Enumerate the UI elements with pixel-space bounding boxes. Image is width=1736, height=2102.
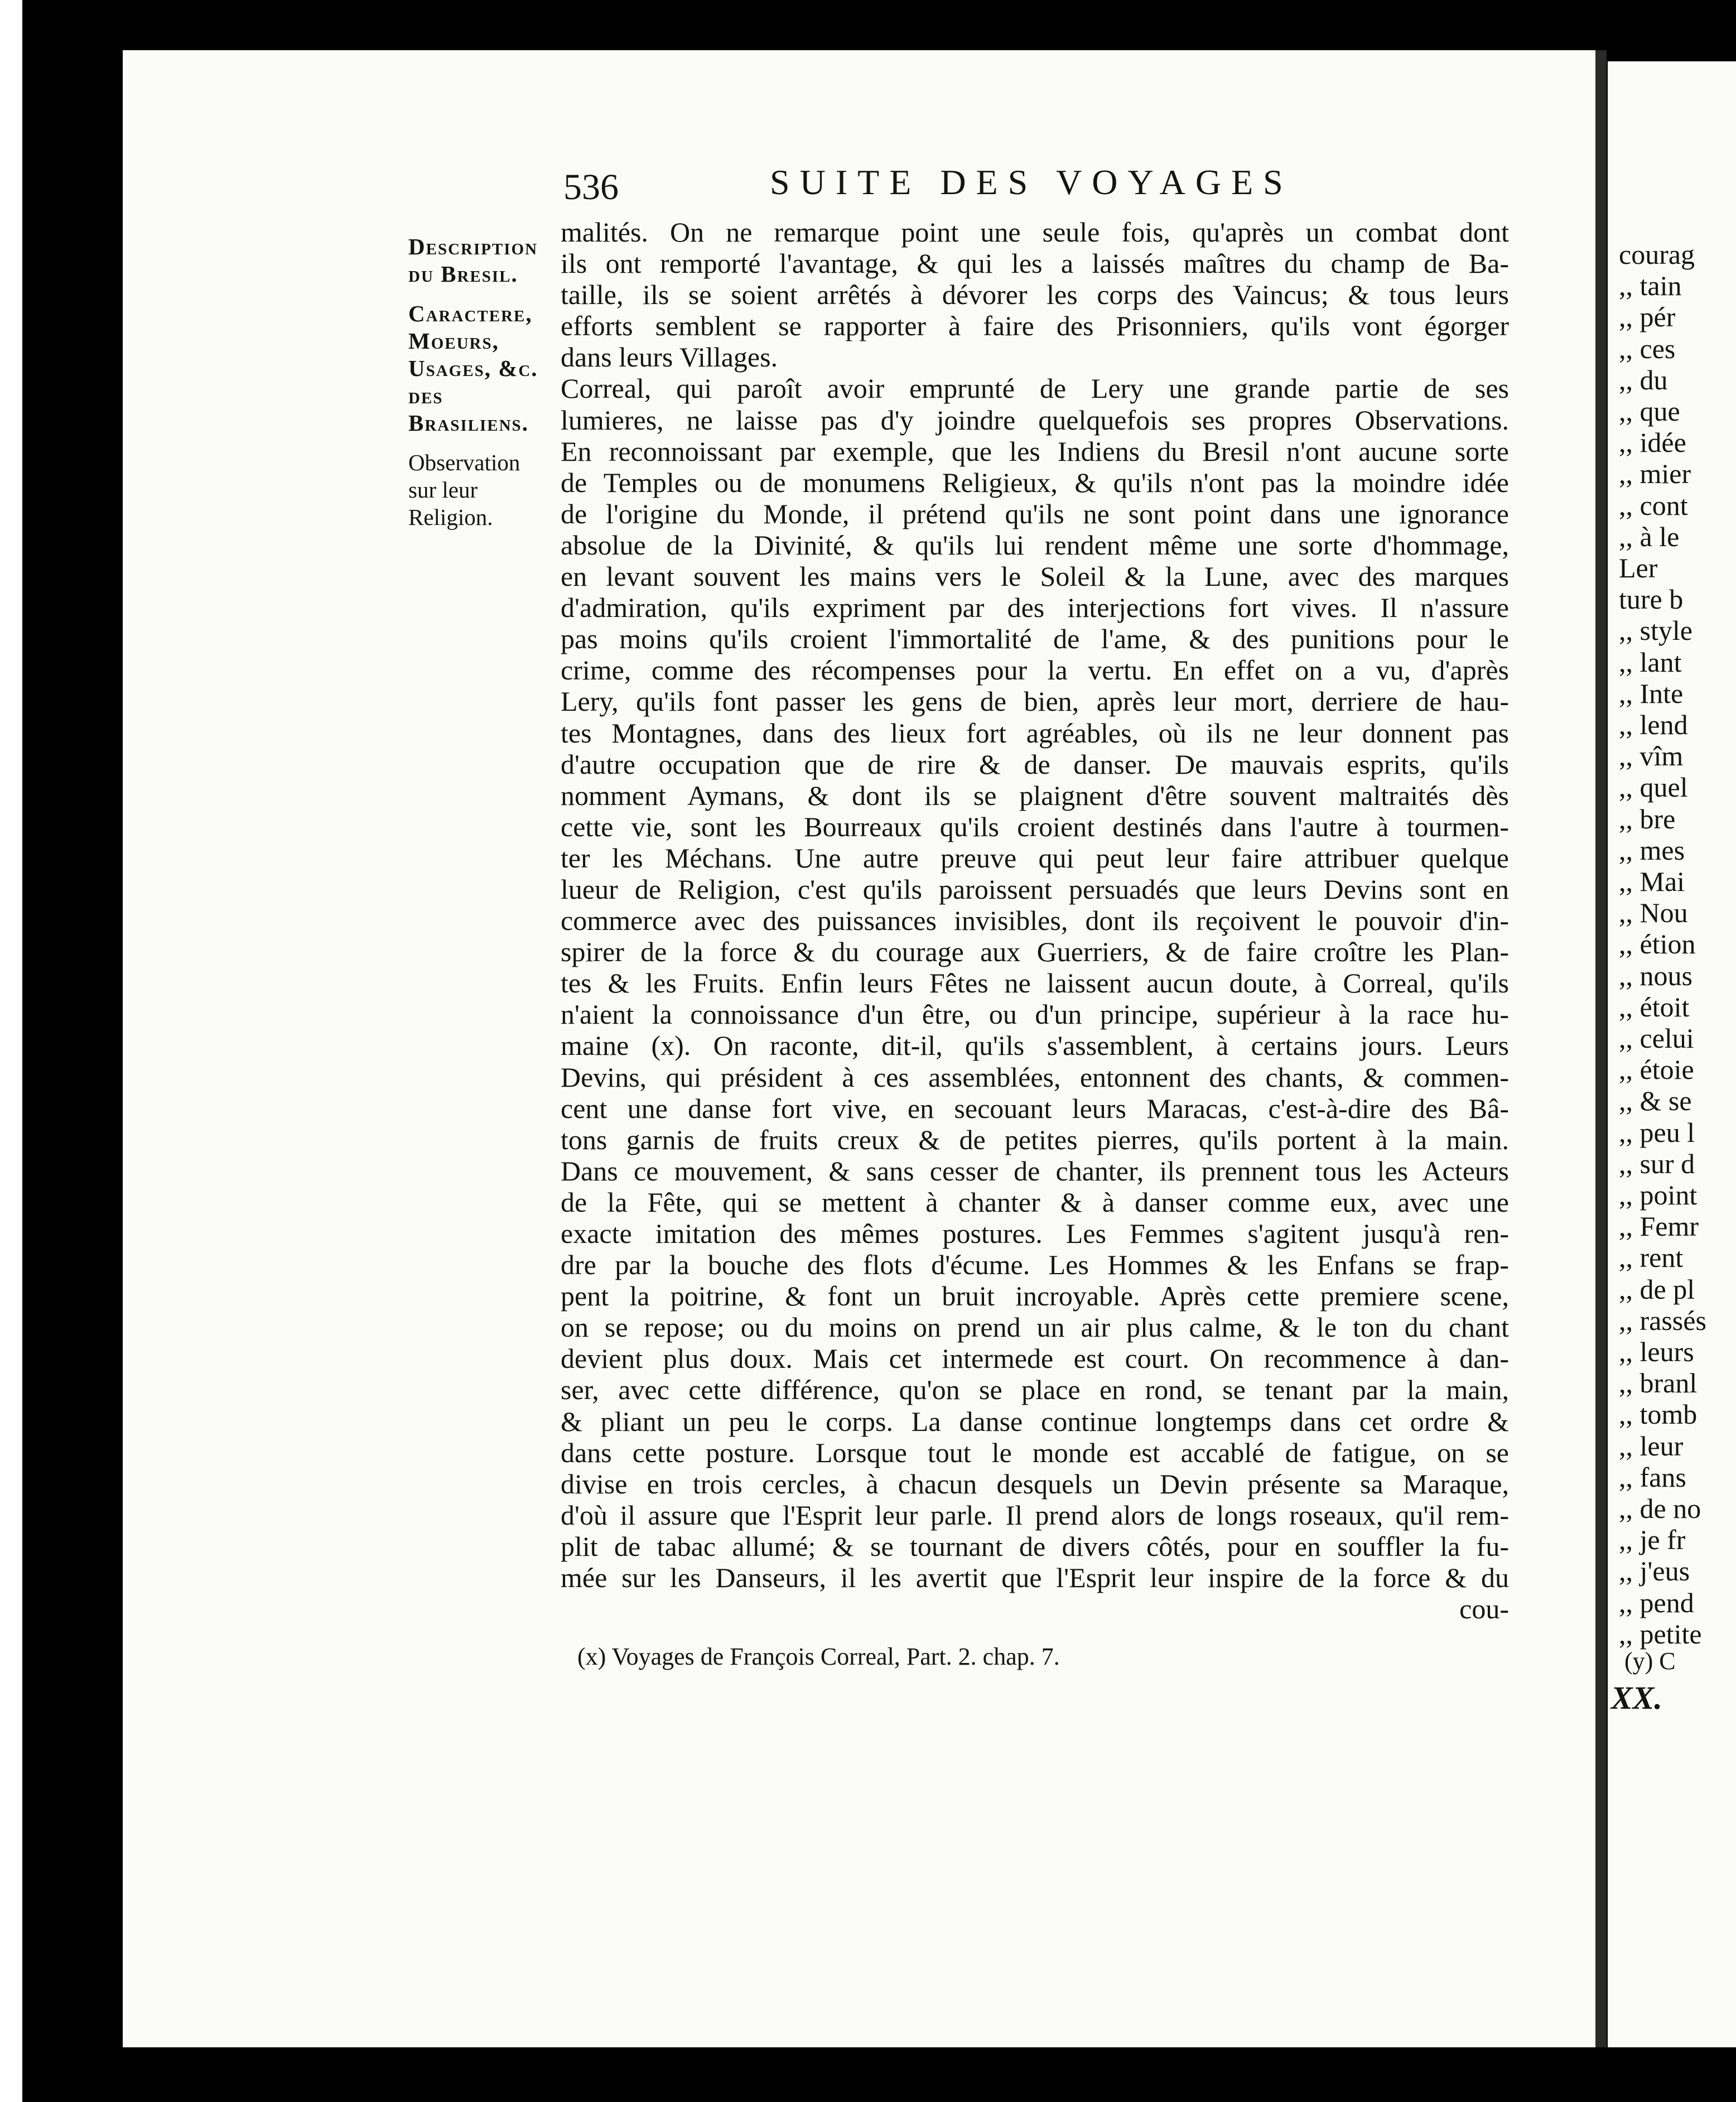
- margin-notes: [408, 233, 552, 543]
- next-page-line: ,, point: [1619, 1179, 1698, 1211]
- margin-note: Caractere, Moeurs, Usages, &c. des Brasiliens.: [408, 301, 538, 436]
- next-page-line: ,, que: [1619, 396, 1680, 427]
- next-page-line: ,, rent: [1619, 1242, 1684, 1274]
- next-page-line: ture b: [1619, 584, 1684, 615]
- text-line: En reconnoissant par exemple, que les Indiens du Bresil n'ont aucune sorte: [561, 435, 1509, 467]
- next-page-line: ,, mes: [1619, 834, 1685, 866]
- text-line: ter les Méchans. Une autre preuve qui peut leur faire attribuer quelque: [561, 842, 1509, 874]
- text-line: cou-: [1459, 1593, 1509, 1625]
- text-line: lumieres, ne laisse pas d'y joindre quelquefois ses propres Observations.: [561, 404, 1509, 436]
- next-page-line: ,, de no: [1619, 1493, 1701, 1524]
- scan-edge: [0, 0, 22, 2102]
- next-page-line: ,, quel: [1619, 772, 1688, 803]
- next-page-line: ,, sur d: [1619, 1148, 1695, 1179]
- text-line: cette vie, sont les Bourreaux qu'ils croient destinés dans l'autre à tourmen-: [561, 811, 1509, 842]
- next-page-line: ,, étoie: [1619, 1054, 1694, 1086]
- next-page-line: ,, fans: [1619, 1461, 1686, 1493]
- next-page-line: ,, lend: [1619, 709, 1688, 740]
- gutter-shadow: [1595, 50, 1607, 2047]
- text-line: taille, ils se soient arrêtés à dévorer les corps des Vaincus; & tous leurs: [561, 279, 1509, 311]
- text-line: d'autre occupation que de rire & de danser. De mauvais esprits, qu'ils: [561, 748, 1509, 780]
- next-page-line: Ler: [1619, 552, 1658, 584]
- next-page-line: ,, j'eus: [1619, 1555, 1690, 1587]
- text-line: en levant souvent les mains vers le Soleil & la Lune, avec des marques: [561, 561, 1509, 592]
- next-page-line: ,, tain: [1619, 270, 1682, 302]
- text-line: mée sur les Danseurs, il les avertit que l'Esprit leur inspire de la force & du: [561, 1562, 1509, 1594]
- text-line: Dans ce mouvement, & sans cesser de chanter, ils prennent tous les Acteurs: [561, 1155, 1509, 1187]
- footnote: (x) Voyages de François Correal, Part. 2. chap. 7.: [577, 1643, 1060, 1670]
- next-page-line: ,, mier: [1619, 458, 1691, 490]
- page-number: 536: [563, 167, 619, 208]
- text-line: tes & les Fruits. Enfin leurs Fêtes ne laissent aucun doute, à Correal, qu'ils: [561, 967, 1509, 999]
- next-page-line: courag: [1619, 239, 1695, 270]
- text-line: de Temples ou de monumens Religieux, & qu'ils n'ont pas la moindre idée: [561, 466, 1509, 498]
- next-page-line: ,, pend: [1619, 1587, 1694, 1618]
- next-page-line: ,, je fr: [1619, 1524, 1686, 1556]
- next-page-line: ,, petite: [1619, 1618, 1702, 1650]
- next-page-line: ,, rassés: [1619, 1304, 1706, 1336]
- text-line: de la Fête, qui se mettent à chanter & à danser comme eux, avec une: [561, 1186, 1509, 1218]
- next-page-line: ,, ces: [1619, 332, 1676, 364]
- text-line: on se repose; ou du moins on prend un air plus calme, & le ton du chant: [561, 1312, 1509, 1343]
- next-page-footnote: (y) C: [1624, 1647, 1676, 1675]
- text-line: commerce avec des puissances invisibles, dont ils reçoivent le pouvoir d'in-: [561, 905, 1509, 937]
- next-page-line: ,, Nou: [1619, 897, 1688, 929]
- running-head: [441, 156, 1523, 206]
- text-line: dre par la bouche des flots d'écume. Les Hommes & les Enfans se frap-: [561, 1249, 1509, 1281]
- next-page-line: ,, pér: [1619, 301, 1676, 333]
- text-line: de l'origine du Monde, il prétend qu'ils ne sont point dans une ignorance: [561, 498, 1509, 529]
- body-text: [561, 216, 1509, 1624]
- text-line: pent la poitrine, & font un bruit incroyable. Après cette premiere scene,: [561, 1280, 1509, 1312]
- next-page-signature: XX.: [1611, 1680, 1662, 1716]
- next-page-line: ,, étion: [1619, 928, 1696, 960]
- text-line: dans cette posture. Lorsque tout le monde est accablé de fatigue, on se: [561, 1436, 1509, 1468]
- text-line: Devins, qui président à ces assemblées, entonnent des chants, & commen-: [561, 1061, 1509, 1093]
- next-page-line: ,, nous: [1619, 960, 1692, 991]
- text-line: d'où il assure que l'Esprit leur parle. Il prend alors de longs roseaux, qu'il rem-: [561, 1499, 1509, 1531]
- text-line: spirer de la force & du courage aux Guerriers, & de faire croître les Plan-: [561, 936, 1509, 968]
- next-page-line: ,, leurs: [1619, 1336, 1694, 1367]
- next-page-line: ,, Mai: [1619, 866, 1685, 897]
- text-line: tons garnis de fruits creux & de petites pierres, qu'ils portent à la main.: [561, 1124, 1509, 1155]
- margin-note: Observation sur leur Religion.: [408, 450, 520, 530]
- next-page-line: ,, leur: [1619, 1430, 1684, 1462]
- text-line: cent une danse fort vive, en secouant leurs Maracas, c'est-à-dire des Bâ-: [561, 1092, 1509, 1124]
- text-line: & pliant un peu le corps. La danse continue longtemps dans cet ordre &: [561, 1405, 1509, 1437]
- next-page-line: ,, Femr: [1619, 1211, 1699, 1242]
- next-page-line: ,, style: [1619, 615, 1692, 647]
- next-page-line: ,, tomb: [1619, 1399, 1698, 1430]
- next-page-line: ,, celui: [1619, 1023, 1694, 1054]
- text-line: efforts semblent se rapporter à faire des Prisonniers, qu'ils vont égorger: [561, 310, 1509, 342]
- text-line: lueur de Religion, c'est qu'ils paroissent persuadés que leurs Devins sont en: [561, 873, 1509, 905]
- text-line: ils ont remporté l'avantage, & qui les a laissés maîtres du champ de Ba-: [561, 248, 1509, 279]
- text-line: devient plus doux. Mais cet intermede est court. On recommence à dan-: [561, 1343, 1509, 1375]
- page-title: SUITE DES VOYAGES: [770, 162, 1293, 202]
- text-line: absolue de la Divinité, & qu'ils lui rendent même une sorte d'hommage,: [561, 529, 1509, 561]
- next-page-line: ,, à le: [1619, 520, 1680, 552]
- next-page-line: ,, étoit: [1619, 991, 1690, 1023]
- next-page-line: ,, lant: [1619, 646, 1682, 678]
- next-page-line: ,, idée: [1619, 427, 1686, 459]
- text-line: crime, comme des récompenses pour la vertu. En effet on a vu, d'après: [561, 654, 1509, 686]
- text-line: plit de tabac allumé; & se tournant de divers côtés, pour en souffler la fu-: [561, 1530, 1509, 1562]
- next-page-line: ,, de pl: [1619, 1273, 1695, 1305]
- text-line: dans leurs Villages.: [561, 341, 778, 373]
- text-line: malités. On ne remarque point une seule fois, qu'après un combat dont: [561, 216, 1509, 248]
- next-page-line: ,, cont: [1619, 489, 1688, 521]
- next-page-line: ,, branl: [1619, 1367, 1698, 1399]
- text-line: divise en trois cercles, à chacun desquels un Devin présente sa Maraque,: [561, 1468, 1509, 1500]
- text-line: maine (x). On raconte, dit-il, qu'ils s'assemblent, à certains jours. Leurs: [561, 1030, 1509, 1062]
- next-page-line: ,, peu l: [1619, 1116, 1695, 1148]
- margin-note: Description du Bresil.: [408, 234, 538, 287]
- next-page-line: ,, du: [1619, 364, 1668, 396]
- text-line: n'aient la connoissance d'un être, ou d'un principe, supérieur à la race hu-: [561, 999, 1509, 1030]
- next-page-line: ,, Inte: [1619, 677, 1684, 709]
- text-line: tes Montagnes, dans des lieux fort agréables, où ils ne leur donnent pas: [561, 717, 1509, 749]
- text-line: pas moins qu'ils croient l'immortalité de l'ame, & des punitions pour le: [561, 623, 1509, 655]
- text-line: ser, avec cette différence, qu'on se place en rond, se tenant par la main,: [561, 1374, 1509, 1406]
- text-line: Lery, qu'ils font passer les gens de bien, après leur mort, derriere de hau-: [561, 686, 1509, 717]
- text-line: exacte imitation des mêmes postures. Les Femmes s'agitent jusqu'à ren-: [561, 1218, 1509, 1249]
- next-page-line: ,, vîm: [1619, 740, 1684, 772]
- text-line: nomment Aymans, & dont ils se plaignent d'être souvent maltraités dès: [561, 779, 1509, 811]
- text-line: Correal, qui paroît avoir emprunté de Lery une grande partie de ses: [561, 373, 1509, 404]
- next-page-line: ,, & se: [1619, 1085, 1692, 1117]
- next-page-edge: [1608, 61, 1736, 2047]
- text-line: d'admiration, qu'ils expriment par des interjections fort vives. Il n'assure: [561, 592, 1509, 624]
- next-page-line: ,, bre: [1619, 803, 1676, 835]
